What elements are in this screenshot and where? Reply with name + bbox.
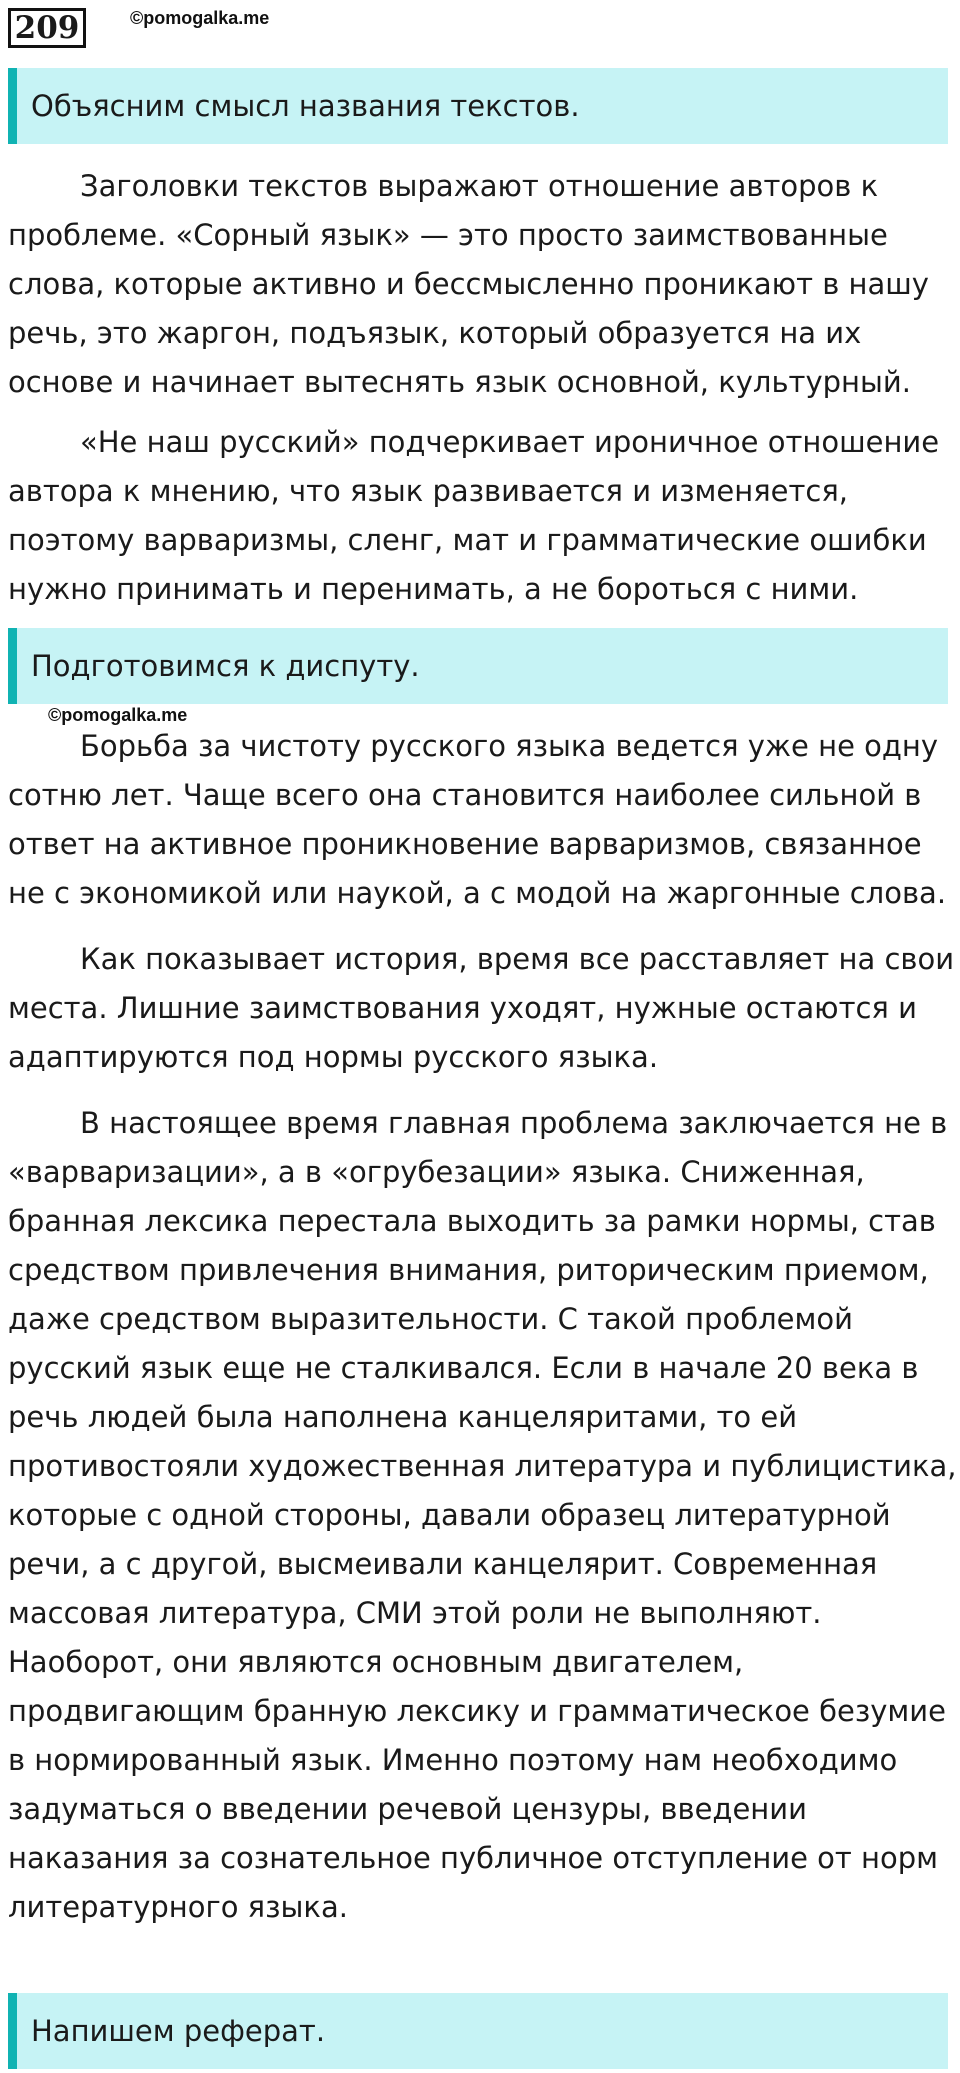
section-body-meaning xyxy=(8,162,958,614)
paragraph: «Не наш русский» подчеркивает ироничное отношение автора к мнению, что язык развивается и изменяется, поэтому варваризмы, сленг, мат и грамматические ошибки нужно принимать и перенимать, а не бороться с ними. xyxy=(8,425,940,606)
section-heading-meaning: Объясним смысл названия текстов. xyxy=(8,68,948,144)
watermark: ©pomogalka.me xyxy=(48,705,188,725)
paragraph: Заголовки текстов выражают отношение авторов к проблеме. «Сорный язык» — это просто заимствованные слова, которые активно и бессмысленно проникают в нашу речь, это жаргон, подъязык, который образуется на их основе и начинает вытеснять язык основной, культурный. xyxy=(8,169,929,399)
section-body-debate xyxy=(8,722,958,1932)
watermark: ©pomogalka.me xyxy=(130,8,270,28)
paragraph: Борьба за чистоту русского языка ведется уже не одну сотню лет. Чаще всего она становится наиболее сильной в ответ на активное проникновение варваризмов, связанное не с экономикой или наукой, а с модой на жаргонные слова. xyxy=(8,729,947,910)
section-heading-debate: Подготовимся к диспуту. xyxy=(8,628,948,704)
section-heading-essay: Напишем реферат. xyxy=(8,1993,948,2069)
paragraph: В настоящее время главная проблема заключается не в «варваризации», а в «огрубезации» языка. Сниженная, бранная лексика перестала выходить за рамки нормы, став средством привлечения внимания, риторическим приемом, даже средством выразительности. С такой проблемой русский язык еще не сталкивался. Если в начале 20 века в речь людей была наполнена канцеляритами, то ей противостояли художественная литература и публицистика, которые с одной стороны, давали образец литературной речи, а с другой, высмеивали канцелярит. Современная массовая литература, СМИ этой роли не выполняют. Наоборот, они являются основным двигателем, продвигающим бранную лексику и грамматическое безумие в нормированный язык. Именно поэтому нам необходимо задуматься о введении речевой цензуры, введении наказания за сознательное публичное отступление от норм литературного языка. xyxy=(8,1106,957,1924)
page-number: 209 xyxy=(8,8,86,48)
paragraph: Как показывает история, время все расставляет на свои места. Лишние заимствования уходят, нужные остаются и адаптируются под нормы русского языка. xyxy=(8,942,955,1074)
